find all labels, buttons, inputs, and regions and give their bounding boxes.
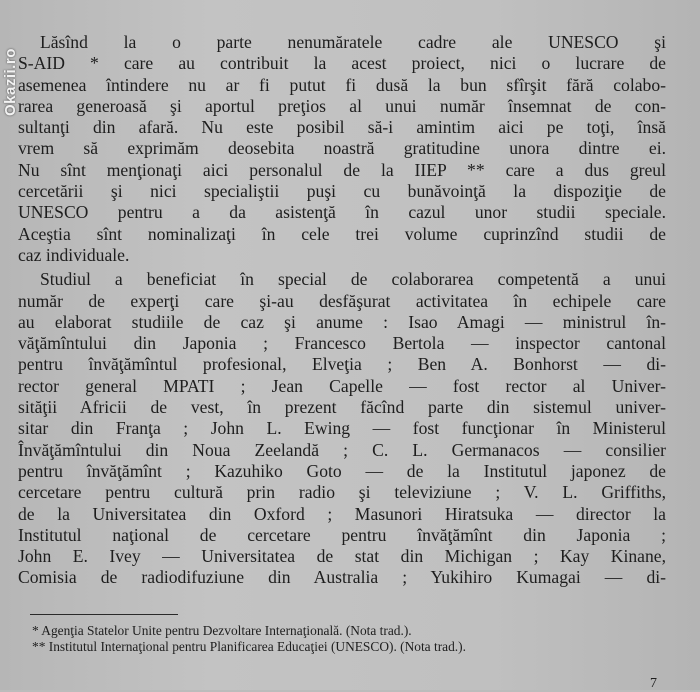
text-line: sultanţi din afară. Nu este posibil să-i amintim aici pe toţi, însă	[18, 117, 666, 138]
text-line: sitar din Franţa ; John L. Ewing — fost funcţionar în Ministerul	[18, 418, 666, 439]
text-line: caz individuale.	[18, 244, 130, 265]
text-line: vrem să exprimăm deosebita noastră gratitudine unora dintre ei.	[18, 138, 666, 159]
text-line: Nu sînt menţionaţi aici personalul de la IIEP ** care a dus greul	[18, 159, 666, 180]
text-line: cercetării şi nici specialiştii puşi cu bunăvoinţă la dispoziţie de	[18, 181, 666, 202]
text-line: John E. Ivey — Universitatea de stat din Michigan ; Kay Kinane,	[18, 546, 666, 567]
footnote-1: * Agenţia Statelor Unite pentru Dezvoltare Internaţională. (Nota trad.).	[32, 623, 412, 638]
text-line: rector general MPATI ; Jean Capelle — fost rector al Univer-	[18, 375, 666, 396]
text-line: Lăsînd la o parte nenumăratele cadre ale UNESCO şi	[40, 32, 666, 52]
text-line: de la Universitatea din Oxford ; Masunori Hiratsuka — director la	[18, 503, 666, 524]
watermark: Okazii.ro	[2, 48, 19, 116]
text-line: Studiul a beneficiat în special de colaborarea competentă a unui	[40, 269, 666, 290]
text-line: Aceştia sînt nominalizaţi în cele trei volume cuprinzînd studii de	[18, 223, 666, 244]
text-line: Institutul naţional de cercetare pentru învăţămînt din Japonia ;	[18, 524, 666, 545]
text-line: rarea generoasă şi aportul preţios al unui număr însemnat de con-	[18, 95, 666, 116]
text-line: UNESCO pentru a da asistenţă în cazul unor studii speciale.	[18, 202, 666, 223]
text-line: cercetare pentru cultură prin radio şi televiziune ; V. L. Griffiths,	[18, 482, 666, 503]
text-line: Comisia de radiodifuziune din Australia ; Yukihiro Kumagai — di-	[18, 567, 666, 588]
paragraph-2	[18, 269, 666, 588]
text-line: număr de experţi care şi-au desfăşurat activitatea în echipele care	[18, 290, 666, 311]
text-line: au elaborat studiile de caz şi anume : Isao Amagi — ministrul în-	[18, 311, 666, 332]
text-line: văţămîntului din Japonia ; Francesco Bertola — inspector cantonal	[18, 333, 666, 354]
paragraph-1	[18, 32, 666, 266]
text-line: pentru învăţămîntul profesional, Elveţia ; Ben A. Bonhorst — di-	[18, 354, 666, 375]
footnote-2: ** Institutul Internaţional pentru Planificarea Educaţiei (UNESCO). (Nota trad.).	[32, 639, 466, 654]
body-text	[18, 32, 666, 589]
text-line: S-AID * care au contribuit la acest proiect, nici o lucrare de	[18, 53, 666, 74]
text-line: asemenea întindere nu ar fi putut fi dusă la bun sfîrşit fără colabo-	[18, 74, 666, 95]
text-line: sităţii Africii de vest, în prezent făcînd parte din sistemul univer-	[18, 397, 666, 418]
page-number: 7	[650, 676, 657, 691]
text-line: Învăţămîntului din Noua Zeelandă ; C. L. Germanacos — consilier	[18, 439, 666, 460]
footnote-divider	[30, 614, 178, 615]
text-line: pentru învăţămînt ; Kazuhiko Goto — de la Institutul japonez de	[18, 460, 666, 481]
